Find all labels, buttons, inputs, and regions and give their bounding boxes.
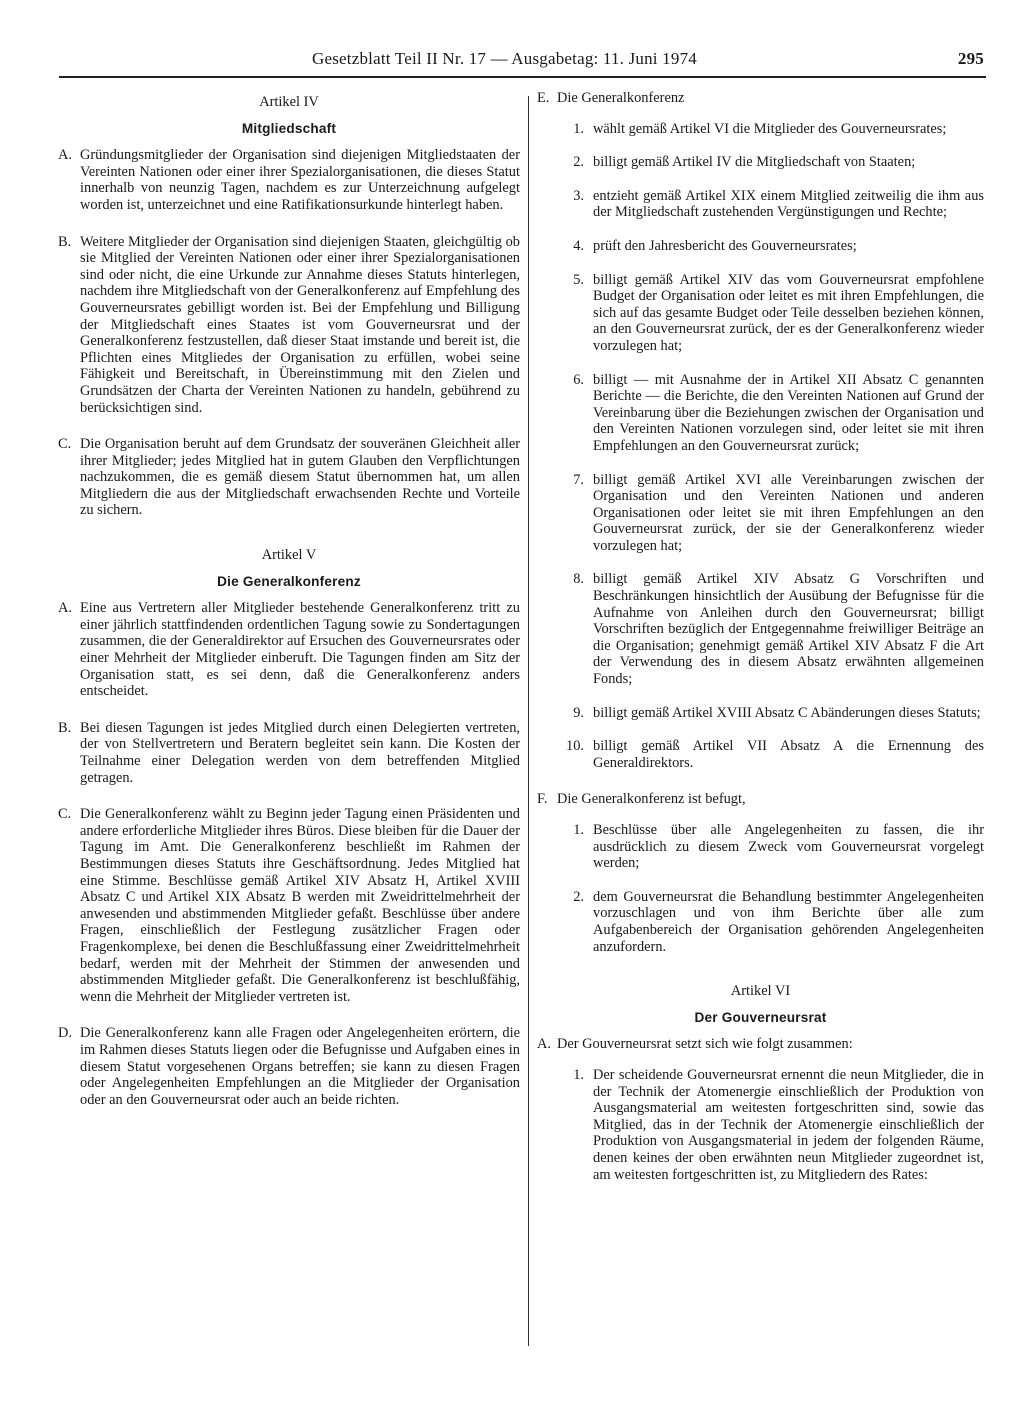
section-f-list <box>537 822 984 955</box>
item-text: dem Gouverneursrat die Behandlung bestimmter Angelegenheiten vorzuschlagen und von ihm Berichte über alle zum Aufgabenbereich der Organisation gehörenden Angelegenheiten anzufordern. <box>593 888 984 955</box>
item-number: 1. <box>573 822 584 838</box>
list-item <box>537 822 984 872</box>
article-6-section-a-heading <box>537 1036 984 1053</box>
item-number: 8. <box>573 571 584 588</box>
article-5-title: Artikel V <box>261 547 317 564</box>
paragraph-letter: D. <box>58 1025 72 1042</box>
list-item <box>537 738 984 771</box>
item-number: 10. <box>566 738 584 755</box>
article-5-paragraph-a <box>58 600 520 700</box>
list-item <box>537 1067 984 1183</box>
list-item <box>537 188 984 221</box>
paragraph-letter: A. <box>58 147 72 164</box>
page-header <box>312 49 984 75</box>
item-number: 1. <box>573 120 584 137</box>
item-number: 3. <box>573 187 584 204</box>
paragraph-text: Die Organisation beruht auf dem Grundsatz der souveränen Gleichheit aller ihrer Mitglieder; jedes Mitglied hat in gutem Glauben den Verpflichtungen nachzukommen, die es gemäß diesem Statut übernommen hat, um allen Mitgliedern die aus der Mitgliedschaft erwachsenden Rechte und Vorteile zu sichern. <box>80 436 520 519</box>
list-item <box>537 571 984 687</box>
item-text: billigt gemäß Artikel XIV das vom Gouverneursrat empfohlene Budget der Organisation oder leitet es mit ihren Empfehlungen, die sich auf das gesamte Budget oder Teile desselben beziehen können, an den Gouverneursrat zurück, der es der Generalkonferenz wieder vorzulegen hat; <box>593 271 984 354</box>
item-text: billigt gemäß Artikel XVIII Absatz C Abänderungen dieses Statuts; <box>593 704 981 721</box>
section-letter: F. <box>537 791 548 808</box>
item-text: entzieht gemäß Artikel XIX einem Mitglied zeitweilig die ihm aus der Mitgliedschaft zustehenden Vergünstigungen und Rechte; <box>593 187 984 221</box>
left-column <box>58 90 520 1128</box>
item-number: 4. <box>573 237 584 254</box>
list-item <box>537 272 984 355</box>
article-6-title: Artikel VI <box>730 983 791 1000</box>
list-item <box>537 121 984 138</box>
section-intro: Die Generalkonferenz ist befugt, <box>557 791 746 808</box>
item-text: billigt gemäß Artikel IV die Mitgliedschaft von Staaten; <box>593 154 916 171</box>
item-text: billigt — mit Ausnahme der in Artikel XII Absatz C genannten Berichte — die Berichte, die den Vereinten Nationen auf Grund der Vereinbarung über die Beziehungen zwischen der Organisation und den Vereinten Nationen vorzulegen sind, oder leitet sie mit ihren Empfehlungen an den Gouverneursrat zurück; <box>593 371 984 454</box>
header-rule <box>59 76 986 78</box>
article-5-paragraph-b <box>58 720 520 786</box>
paragraph-letter: B. <box>58 719 72 736</box>
header-line: Gesetzblatt Teil II Nr. 17 — Ausgabetag: 11. Juni 1974 <box>312 49 697 68</box>
page-number: 295 <box>957 49 984 68</box>
section-intro: Der Gouverneursrat setzt sich wie folgt zusammen: <box>557 1036 853 1053</box>
right-column <box>537 90 984 1200</box>
item-text: billigt gemäß Artikel VII Absatz A die Ernennung des Generaldirektors. <box>593 738 984 771</box>
section-e-list <box>537 121 984 772</box>
paragraph-text: Die Generalkonferenz kann alle Fragen oder Angelegenheiten erörtern, die im Rahmen dieses Statuts liegen oder die Befugnisse und Aufgaben eines in diesem Statut vorgesehenen Organs betreffen; sie kann zu diesen Fragen oder Angelegenheiten Empfehlungen an die Mitglieder der Organisation oder an den Gouverneursrat oder auch an beide richten. <box>80 1025 520 1108</box>
article-4-paragraph-c <box>58 436 520 519</box>
item-number: 7. <box>573 471 584 488</box>
item-number: 2. <box>573 888 584 905</box>
item-text: billigt gemäß Artikel XIV Absatz G Vorschriften und Beschränkungen hinsichtlich der Ausübung der Befugnisse für die Aufnahme von Anleihen durch den Gouverneursrat; billigt Vorschriften bezüglich der Entgegennahme freiwilliger Beiträge an die Organisation; genehmigt gemäß Artikel XIV Absatz F die Art der Verwendung des in diesem Absatz erwähnten allgemeinen Fonds; <box>593 571 984 688</box>
column-divider <box>528 96 529 1346</box>
paragraph-text: Die Generalkonferenz wählt zu Beginn jeder Tagung einen Präsidenten und andere erforderliche Mitglieder ihres Büros. Diese bleiben für die Dauer der Tagung im Amt. Die Generalkonferenz beschließt im Rahmen der Bestimmungen dieses Statuts ihre Geschäftsordnung. Jedes Mitglied hat eine Stimme. Beschlüsse gemäß Artikel XIV Absatz H, Artikel XVIII Absatz C und Artikel XIX Absatz B werden mit Zweidrittelmehrheit der anwesenden und abstimmenden Mitglieder gefaßt. Beschlüsse über andere Fragen, einschließlich der Festlegung zusätzlicher Fragen oder Fragenkomplexe, bei denen die Beschlußfassung einer Zweidrittelmehrheit bedarf, werden mit der Mehrheit der Stimmen der anwesenden und abstimmenden Mitglieder gefaßt. Die Generalkonferenz ist beschlußfähig, wenn die Mehrheit der Mitglieder vertreten ist. <box>80 806 520 1005</box>
paragraph-text: Eine aus Vertretern aller Mitglieder bestehende Generalkonferenz tritt zu einer jährlich stattfindenden ordentlichen Tagung sowie zu Sondertagungen zusammen, die der Generaldirektor auf Ersuchen des Gouverneursrates oder einer Mehrheit der Mitglieder einberuft. Die Tagungen finden am Sitz der Organisation statt, es sei denn, daß die Generalkonferenz anders entscheidet. <box>80 600 520 700</box>
item-number: 5. <box>573 271 584 288</box>
item-number: 6. <box>573 371 584 388</box>
section-intro: Die Generalkonferenz <box>557 90 685 106</box>
list-item <box>537 372 984 455</box>
list-item <box>537 154 984 171</box>
item-number: 1. <box>573 1066 584 1083</box>
paragraph-letter: C. <box>58 436 72 453</box>
article-6-section-a-list <box>537 1067 984 1183</box>
article-6-subtitle: Der Gouverneursrat <box>694 1009 827 1025</box>
list-item <box>537 889 984 955</box>
article-4-title: Artikel IV <box>259 94 319 110</box>
item-text: Beschlüsse über alle Angelegenheiten zu fassen, die ihr ausdrücklich zu diesem Zweck vom Gouverneursrat vorgelegt werden; <box>593 822 984 872</box>
section-letter: A. <box>537 1036 551 1053</box>
paragraph-text: Weitere Mitglieder der Organisation sind diejenigen Staaten, gleichgültig ob sie Mitglied der Vereinten Nationen oder einer ihrer Spezialorganisationen sind oder nicht, die eine Urkunde zur Annahme dieses Statuts hinterlegen, nachdem ihre Mitgliedschaft von der Generalkonferenz auf Empfehlung des Gouverneursrates gebilligt worden ist. Bei der Empfehlung und Billigung der Mitgliedschaft eines Staates ist vom Gouverneursrat und der Generalkonferenz festzustellen, daß dieser Staat imstande und bereit ist, die Pflichten eines Mitgliedes der Organisation zu erfüllen, wobei seine Fähigkeit und Bereitschaft, in Übereinstimmung mit den Zielen und Grundsätzen der Charta der Vereinten Nationen zu handeln, gebührend zu berücksichtigen sind. <box>80 233 520 416</box>
article-4-paragraph-b <box>58 234 520 417</box>
item-number: 9. <box>573 704 584 721</box>
paragraph-letter: B. <box>58 233 72 250</box>
item-number: 2. <box>573 154 584 171</box>
section-f-heading <box>537 791 984 808</box>
paragraph-letter: A. <box>58 600 72 617</box>
item-text: Der scheidende Gouverneursrat ernennt die neun Mitglieder, die in der Technik der Atomenergie einschließlich der Produktion von Ausgangsmaterial am weitesten fortgeschritten sind, sowie das Mitglied, das in der Technik der Atomenergie einschließlich der Produktion von Ausgangsmaterial in jedem der folgenden Räume, denen keines der oben erwähnten neun Mitglieder zugeordnet ist, am weitesten fortgeschritten ist, zu Mitgliedern des Rates: <box>593 1066 984 1183</box>
paragraph-letter: C. <box>58 806 72 823</box>
list-item <box>537 472 984 555</box>
list-item <box>537 705 984 722</box>
article-5-paragraph-c <box>58 806 520 1005</box>
section-letter: E. <box>537 90 550 106</box>
item-text: billigt gemäß Artikel XVI alle Vereinbarungen zwischen der Organisation und den Vereinten Nationen und anderen Organisationen oder leitet sie mit ihren Empfehlungen an den Gouverneursrat zurück, der sie der Generalkonferenz wieder vorzulegen hat; <box>593 471 984 554</box>
article-5-subtitle: Die Generalkonferenz <box>217 573 361 589</box>
item-text: wählt gemäß Artikel VI die Mitglieder des Gouverneursrates; <box>593 120 947 137</box>
item-text: prüft den Jahresbericht des Gouverneursrates; <box>593 237 857 254</box>
list-item <box>537 238 984 255</box>
paragraph-text: Bei diesen Tagungen ist jedes Mitglied durch einen Delegierten vertreten, der von Stellvertretern und Beratern begleitet sein kann. Die Kosten der Teilnahme einer Delegation werden von dem betreffenden Mitglied getragen. <box>80 719 520 786</box>
paragraph-text: Gründungsmitglieder der Organisation sind diejenigen Mitgliedstaaten der Vereinten Nationen oder einer ihrer Spezialorganisationen, die dieses Statut innerhalb von neunzig Tagen, nachdem es zur Unterzeichnung aufgelegt worden ist, unterzeichnet und eine Ratifikationsurkunde hinterlegt haben. <box>80 147 520 213</box>
article-4-subtitle: Mitgliedschaft <box>241 120 337 136</box>
article-5-paragraph-d <box>58 1025 520 1108</box>
article-4-paragraph-a <box>58 147 520 213</box>
section-e-heading <box>537 90 984 107</box>
